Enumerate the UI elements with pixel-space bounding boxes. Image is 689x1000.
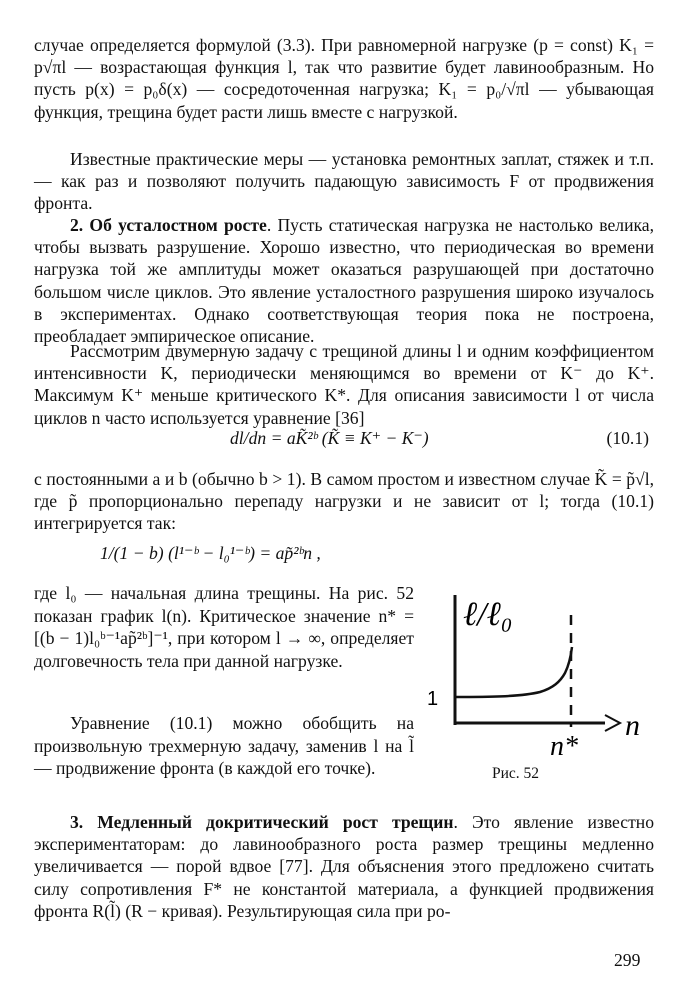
y-axis-label: ℓ/ℓ₀: [463, 596, 513, 633]
figure-52: [425, 585, 675, 785]
paragraph-8: 3. Медленный докритический рост трещин. Это явление известно экспериментаторам: до лавинообразного роста размер трещины медленно увеличивается — порой вдвое [77]. Для объяснения этого предложено считать силу сопротивления F* не константой материала, а функцией продвижения фронта R(l̃) (R − кривая). Результирующая сила при ро-: [34, 812, 655, 921]
paragraph-7: Уравнение (10.1) можно обобщить на произвольную трехмерную задачу, заменив l на l̃ — продвижение фронта (в каждой его точке).: [34, 713, 414, 779]
paragraph-5: с постоянными a и b (обычно b > 1). В самом простом и известном случае K̃ = p̃√l, где p̃ пропорционально перепаду нагрузки и не зависит от l; тогда (10.1) интегрируется так:: [34, 469, 654, 534]
paragraph-2: Известные практические меры — установка ремонтных заплат, стяжек и т.п. — как раз и позволяют получить падающую зависимость F от продвижения фронта.: [34, 149, 654, 214]
figure-caption: Рис. 52: [492, 765, 540, 782]
equation-integrated: 1/(1 − b) (l¹⁻ᵇ − l₀¹⁻ᵇ) = ap̃²ᵇn ,: [100, 543, 321, 563]
crack-growth-graph: [425, 585, 675, 785]
page-number: 299: [614, 950, 641, 970]
critical-n-label: n*: [550, 731, 578, 762]
equation-10-1: dl/dn = aK̃²ᵇ (K̃ ≡ K⁺ − K⁻): [230, 428, 429, 448]
x-axis-arrow: [605, 715, 620, 731]
paragraph-3: 2. Об усталостном росте. Пусть статическая нагрузка не настолько велика, чтобы вызвать разрушение. Хорошо известно, что периодическая во времени нагрузка той же амплитуды может оказаться разрушающей при достаточно большом числе циклов. Это явление усталостного разрушения широко изучалось в экспериментах. Однако соответствующая теория пока не построена, преобладает эмпирическое описание.: [34, 215, 654, 347]
section-heading-2: 2. Об усталостном росте: [70, 215, 267, 235]
equation-number: (10.1): [606, 428, 649, 448]
paragraph-6: где l₀ — начальная длина трещины. На рис. 52 показан график l(n). Критическое значение n* = [(b − 1)l₀ᵇ⁻¹ap̃²ᵇ]⁻¹, при котором l → ∞, определяет долговечность тела при данной нагрузке.: [34, 583, 414, 671]
growth-curve: [455, 647, 572, 697]
paragraph-1: случае определяется формулой (3.3). При равномерной нагрузке (p = const) K₁ = p√πl — возрастающая функция l, так что развитие будет лавинообразным. Но пусть p(x) = p₀δ(x) — сосредоточенная нагрузка; K₁ = p₀/√πl — убывающая функция, трещина будет расти лишь вместе с нагрузкой.: [34, 35, 654, 122]
y-tick-one: 1: [427, 688, 439, 710]
x-axis-label: n: [625, 709, 640, 742]
paragraph-4: Рассмотрим двумерную задачу с трещиной длины l и одним коэффициентом интенсивности K, периодически меняющимся во времени от K⁻ до K⁺. Максимум K⁺ меньше критического K*. Для описания зависимости l от числа циклов n часто используется уравнение [36]: [34, 341, 654, 428]
section-heading-3: 3. Медленный докритический рост трещин: [70, 812, 454, 832]
